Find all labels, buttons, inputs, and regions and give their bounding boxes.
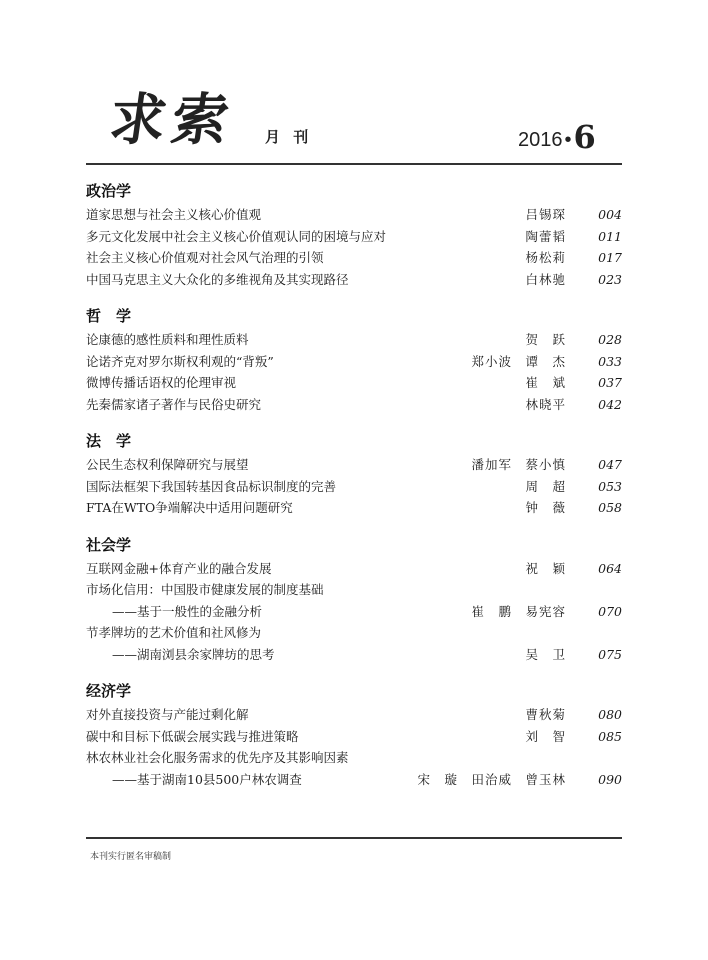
entry-title: 微博传播话语权的伦理审视 bbox=[86, 375, 237, 390]
entry-page-number: 080 bbox=[598, 707, 622, 722]
toc-section bbox=[86, 680, 622, 790]
monthly-label: 月 刊 bbox=[265, 128, 313, 146]
footnote: 本刊实行匿名审稿制 bbox=[90, 852, 172, 862]
entry-title: 市场化信用：中国股市健康发展的制度基础 bbox=[86, 582, 324, 597]
toc-entry[interactable] bbox=[86, 747, 622, 769]
section-title: 政治学 bbox=[86, 182, 132, 200]
entry-title: 论康德的感性质料和理性质料 bbox=[86, 332, 249, 347]
entry-page-number: 047 bbox=[598, 457, 622, 472]
entry-authors: 杨松莉 bbox=[525, 250, 566, 265]
toc-entry[interactable] bbox=[86, 704, 622, 726]
entry-authors: 刘 智 bbox=[525, 728, 566, 744]
header-divider bbox=[86, 163, 622, 165]
entry-authors: 崔 斌 bbox=[525, 375, 566, 390]
entry-page-number: 023 bbox=[598, 271, 622, 287]
entry-title: FTA在WTO争端解决中适用问题研究 bbox=[86, 500, 293, 515]
entry-authors: 周 超 bbox=[525, 478, 566, 494]
toc-section bbox=[86, 430, 622, 519]
entry-page-number: 064 bbox=[598, 560, 622, 576]
entry-authors: 潘加军 蔡小慎 bbox=[471, 457, 566, 472]
entry-authors: 祝 颖 bbox=[525, 560, 566, 576]
issue-year: 2016 bbox=[518, 129, 563, 151]
toc-entry[interactable] bbox=[86, 351, 622, 373]
issue-label bbox=[518, 118, 596, 156]
toc-entry[interactable] bbox=[86, 204, 622, 226]
toc-entry[interactable] bbox=[86, 558, 622, 580]
entry-title: 节孝牌坊的艺术价值和社风修为 bbox=[86, 625, 262, 640]
entry-title: 碳中和目标下低碳会展实践与推进策略 bbox=[86, 728, 299, 744]
entry-subtitle: ——湖南浏县余家牌坊的思考 bbox=[112, 646, 275, 662]
entry-page-number: 070 bbox=[598, 603, 622, 619]
entry-title: 道家思想与社会主义核心价值观 bbox=[86, 207, 262, 222]
entry-page-number: 058 bbox=[598, 500, 622, 515]
toc-entry[interactable] bbox=[86, 601, 622, 623]
entry-authors: 白林驰 bbox=[525, 271, 566, 287]
entry-title: 先秦儒家诸子著作与民俗史研究 bbox=[86, 396, 262, 412]
toc-entry[interactable] bbox=[86, 454, 622, 476]
toc-section bbox=[86, 180, 622, 290]
entry-authors: 宋 璇 田治威 曾玉林 bbox=[417, 771, 566, 787]
toc-entry[interactable] bbox=[86, 329, 622, 351]
entry-page-number: 075 bbox=[598, 646, 622, 662]
entry-subtitle: ——基于湖南10县500户林农调查 bbox=[112, 771, 302, 787]
toc-entry[interactable] bbox=[86, 726, 622, 748]
entry-authors: 曹秋菊 bbox=[525, 707, 566, 722]
entry-authors: 崔 鹏 易宪容 bbox=[471, 603, 566, 619]
table-of-contents bbox=[86, 180, 622, 790]
entry-authors: 钟 薇 bbox=[525, 500, 566, 515]
entry-authors: 吕锡琛 bbox=[525, 207, 566, 222]
entry-page-number: 085 bbox=[598, 728, 622, 744]
toc-entry[interactable] bbox=[86, 497, 622, 519]
toc-section bbox=[86, 305, 622, 415]
toc-entry[interactable] bbox=[86, 579, 622, 601]
entry-page-number: 011 bbox=[598, 228, 622, 244]
journal-logo-text: 求索 bbox=[105, 87, 239, 153]
toc-entry[interactable] bbox=[86, 476, 622, 498]
entry-authors: 林晓平 bbox=[525, 396, 566, 412]
toc-entry[interactable] bbox=[86, 269, 622, 291]
section-title: 社会学 bbox=[86, 535, 132, 554]
entry-title: 公民生态权利保障研究与展望 bbox=[86, 457, 249, 472]
entry-page-number: 090 bbox=[598, 771, 622, 787]
entry-subtitle: ——基于一般性的金融分析 bbox=[112, 603, 263, 619]
entry-title: 论诺齐克对罗尔斯权利观的“背叛” bbox=[86, 353, 274, 369]
toc-entry[interactable] bbox=[86, 769, 622, 791]
entry-page-number: 017 bbox=[598, 250, 622, 265]
entry-authors: 吴 卫 bbox=[525, 646, 566, 662]
entry-page-number: 028 bbox=[598, 332, 622, 347]
entry-title: 中国马克思主义大众化的多维视角及其实现路径 bbox=[86, 271, 349, 287]
toc-entry[interactable] bbox=[86, 622, 622, 644]
entry-authors: 郑小波 谭 杰 bbox=[471, 353, 566, 369]
issue-number: 6 bbox=[573, 118, 596, 156]
issue-dot: • bbox=[564, 129, 572, 151]
toc-entry[interactable] bbox=[86, 394, 622, 416]
entry-page-number: 037 bbox=[598, 375, 622, 390]
toc-entry[interactable] bbox=[86, 226, 622, 248]
entry-title: 多元文化发展中社会主义核心价值观认同的困境与应对 bbox=[86, 228, 387, 244]
toc-entry[interactable] bbox=[86, 644, 622, 666]
entry-title: 互联网金融+体育产业的融合发展 bbox=[86, 560, 272, 576]
entry-authors: 陶蕾韬 bbox=[525, 228, 566, 244]
section-title: 法 学 bbox=[86, 432, 132, 450]
entry-title: 社会主义核心价值观对社会风气治理的引领 bbox=[86, 250, 324, 265]
entry-page-number: 033 bbox=[598, 353, 622, 369]
section-title: 经济学 bbox=[86, 682, 132, 700]
entry-page-number: 053 bbox=[598, 478, 622, 494]
toc-entry[interactable] bbox=[86, 372, 622, 394]
toc-section bbox=[86, 534, 622, 666]
entry-page-number: 004 bbox=[598, 207, 622, 222]
entry-title: 林农林业社会化服务需求的优先序及其影响因素 bbox=[86, 750, 349, 765]
entry-title: 国际法框架下我国转基因食品标识制度的完善 bbox=[86, 478, 337, 494]
toc-entry[interactable] bbox=[86, 247, 622, 269]
section-title: 哲 学 bbox=[86, 307, 132, 325]
entry-page-number: 042 bbox=[598, 396, 622, 412]
footer-divider bbox=[86, 837, 622, 839]
entry-title: 对外直接投资与产能过剩化解 bbox=[86, 707, 249, 722]
entry-authors: 贺 跃 bbox=[525, 332, 566, 347]
